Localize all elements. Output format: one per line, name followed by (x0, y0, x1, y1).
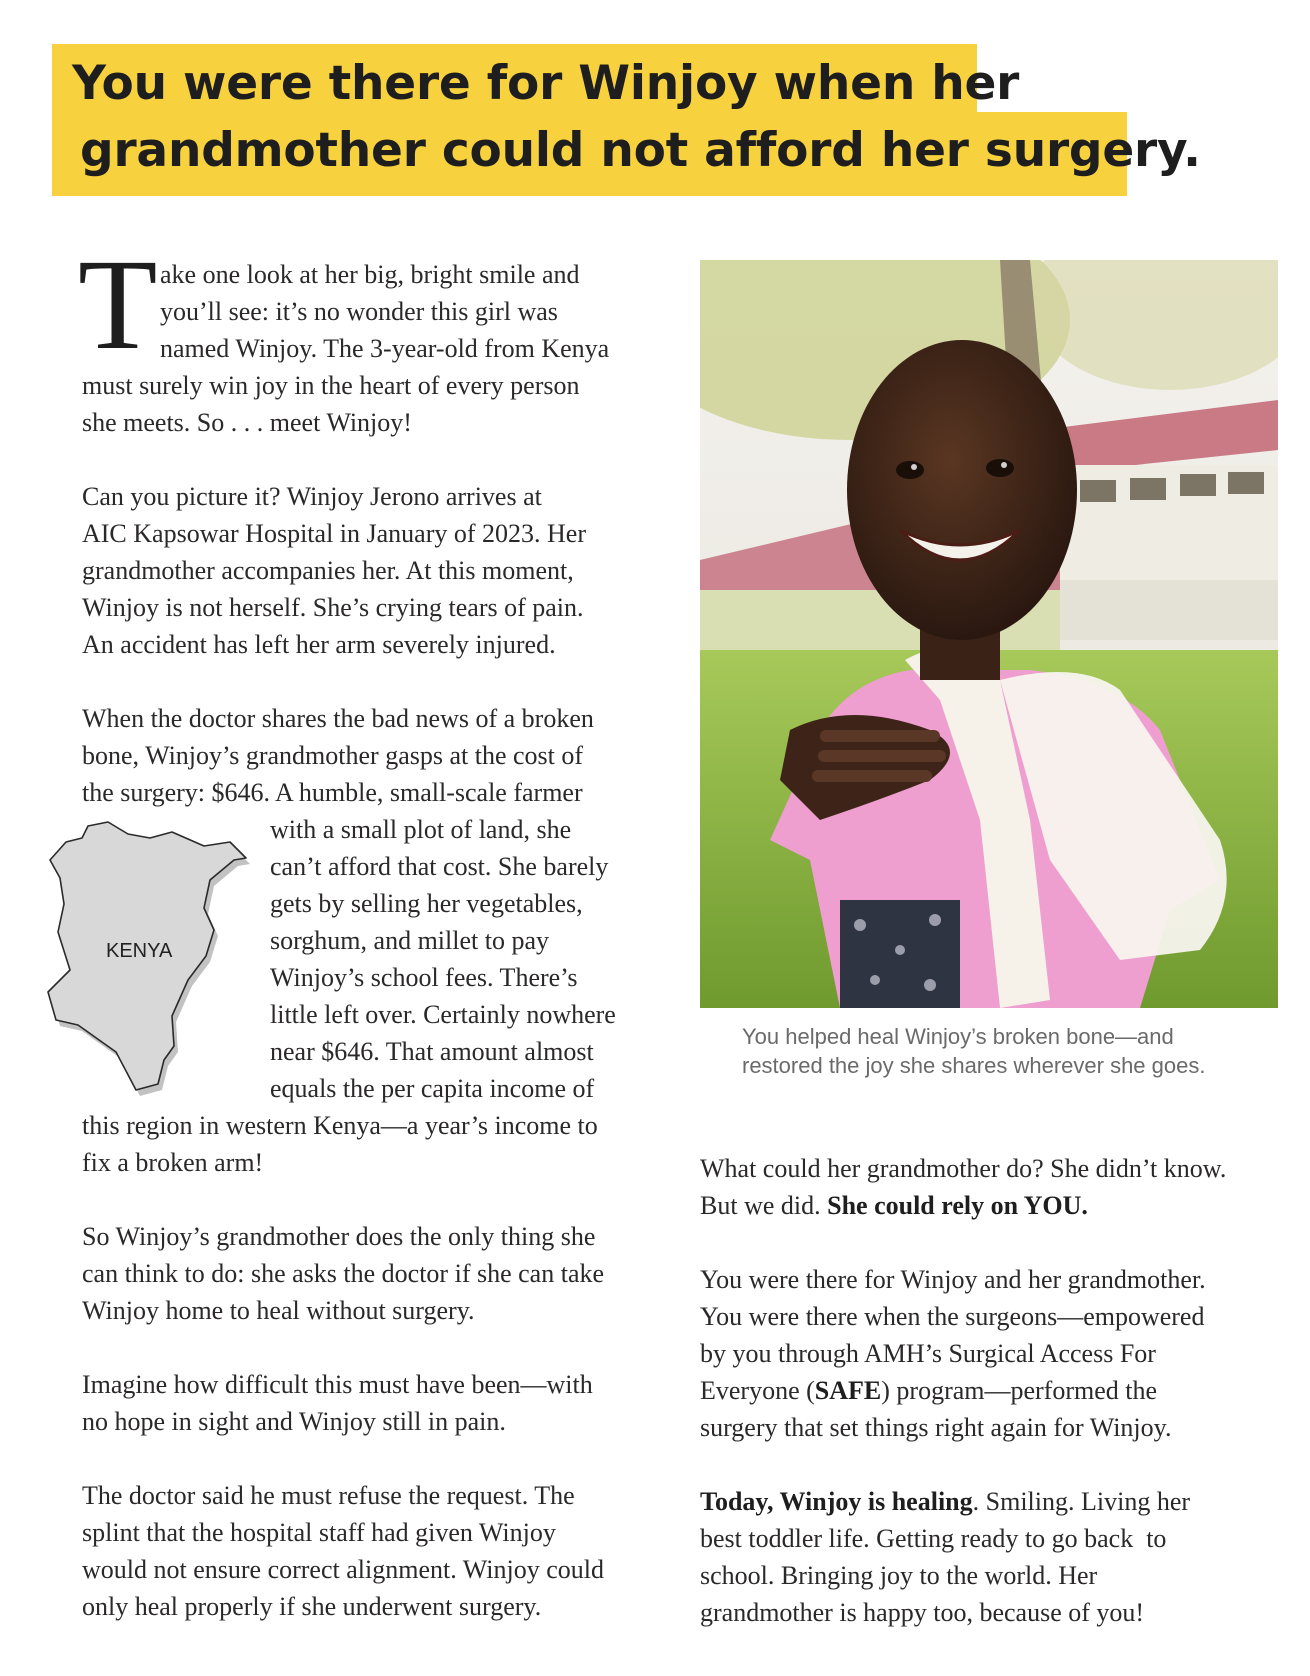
photo-eye (986, 459, 1014, 477)
photo-eye-glint (1001, 462, 1007, 468)
caption-line: You helped heal Winjoy’s broken bone—and (742, 1024, 1174, 1049)
paragraph-line (700, 1483, 1290, 1520)
intro-line: ake one look at her big, bright smile and (160, 260, 580, 289)
paragraph-line: Winjoy is not herself. She’s crying tears of pain. (82, 593, 584, 622)
photo-eye-glint (911, 464, 917, 470)
paragraph-healing (700, 1483, 1290, 1631)
headline-line-2: grandmother could not afford her surgery. (80, 123, 1201, 178)
winjoy-photo (700, 260, 1278, 1008)
paragraph-line: this region in western Kenya—a year’s income to (82, 1111, 598, 1140)
paragraph-line: little left over. Certainly nowhere (270, 1000, 616, 1029)
paragraph-cost-wrap (270, 811, 670, 1107)
paragraph-line: no hope in sight and Winjoy still in pain. (82, 1407, 506, 1436)
paragraph-refuse (82, 1477, 672, 1625)
intro-line: named Winjoy. The 3-year-old from Kenya (160, 334, 610, 363)
drop-cap: T (78, 233, 158, 377)
emphasis-text: SAFE (814, 1376, 882, 1405)
paragraph-line: What could her grandmother do? She didn’t know. (700, 1154, 1227, 1183)
intro-line: must surely win joy in the heart of every person (82, 371, 580, 400)
paragraph-line: Winjoy’s school fees. There’s (270, 963, 578, 992)
paragraph-line: When the doctor shares the bad news of a broken (82, 704, 594, 733)
paragraph-line: by you through AMH’s Surgical Access For (700, 1339, 1156, 1368)
paragraph-line: splint that the hospital staff had given Winjoy (82, 1518, 556, 1547)
paragraph-line: equals the per capita income of (270, 1074, 595, 1103)
paragraph-line: grandmother accompanies her. At this moment, (82, 556, 574, 585)
paragraph-line (700, 1187, 1290, 1224)
text-run: . Smiling. Living her (972, 1487, 1191, 1516)
paragraph-line: Imagine how difficult this must have been—with (82, 1370, 593, 1399)
paragraph-line: sorghum, and millet to pay (270, 926, 549, 955)
caption-line: restored the joy she shares wherever she goes. (742, 1053, 1206, 1078)
photo-caption (742, 1022, 1205, 1080)
paragraph-cost (82, 700, 672, 811)
text-run: ) program—performed the (881, 1376, 1158, 1405)
paragraph-surgeons (700, 1261, 1290, 1446)
paragraph-arrival (82, 478, 672, 663)
paragraph-line: grandmother is happy too, because of you! (700, 1598, 1145, 1627)
paragraph-line: You were there for Winjoy and her grandmother. (700, 1265, 1206, 1294)
map-label: KENYA (106, 940, 173, 962)
paragraph-line: Winjoy home to heal without surgery. (82, 1296, 475, 1325)
intro-indented (160, 256, 680, 367)
paragraph-line: gets by selling her vegetables, (270, 889, 583, 918)
intro-full (82, 367, 672, 441)
paragraph-line: surgery that set things right again for Winjoy. (700, 1413, 1172, 1442)
paragraph-line: AIC Kapsowar Hospital in January of 2023. Her (82, 519, 587, 548)
headline-line-1: You were there for Winjoy when her (72, 56, 1020, 111)
paragraph-imagine (82, 1366, 672, 1440)
paragraph-line: near $646. That amount almost (270, 1037, 594, 1066)
photo-eye (896, 461, 924, 479)
paragraph-line: An accident has left her arm severely injured. (82, 630, 556, 659)
paragraph-line: The doctor said he must refuse the request. The (82, 1481, 575, 1510)
paragraph-line: You were there when the surgeons—empowered (700, 1302, 1205, 1331)
paragraph-request (82, 1218, 672, 1329)
text-run: Everyone ( (700, 1376, 815, 1405)
paragraph-line: would not ensure correct alignment. Winjoy could (82, 1555, 604, 1584)
emphasis-text: Today, Winjoy is healing (700, 1487, 973, 1516)
paragraph-line: Can you picture it? Winjoy Jerono arrives at (82, 482, 542, 511)
photo-face (847, 340, 1077, 640)
paragraph-line: fix a broken arm! (82, 1148, 264, 1177)
paragraph-line: the surgery: $646. A humble, small-scale farmer (82, 778, 583, 807)
paragraph-line: can’t afford that cost. She barely (270, 852, 609, 881)
photo-fingers (812, 730, 946, 782)
paragraph-line: with a small plot of land, she (270, 815, 572, 844)
paragraph-line: only heal properly if she underwent surgery. (82, 1592, 542, 1621)
paragraph-line (700, 1372, 1290, 1409)
paragraph-rely (700, 1150, 1290, 1224)
emphasis-text: She could rely on YOU. (827, 1191, 1088, 1220)
text-run: But we did. (700, 1191, 828, 1220)
paragraph-line: So Winjoy’s grandmother does the only thing she (82, 1222, 596, 1251)
paragraph-line: bone, Winjoy’s grandmother gasps at the cost of (82, 741, 584, 770)
photo-building (1060, 580, 1278, 640)
paragraph-cost-end (82, 1107, 672, 1181)
paragraph-line: best toddler life. Getting ready to go back to (700, 1524, 1167, 1553)
intro-line: she meets. So . . . meet Winjoy! (82, 408, 412, 437)
paragraph-line: can think to do: she asks the doctor if she can take (82, 1259, 605, 1288)
intro-line: you’ll see: it’s no wonder this girl was (160, 297, 558, 326)
paragraph-line: school. Bringing joy to the world. Her (700, 1561, 1098, 1590)
